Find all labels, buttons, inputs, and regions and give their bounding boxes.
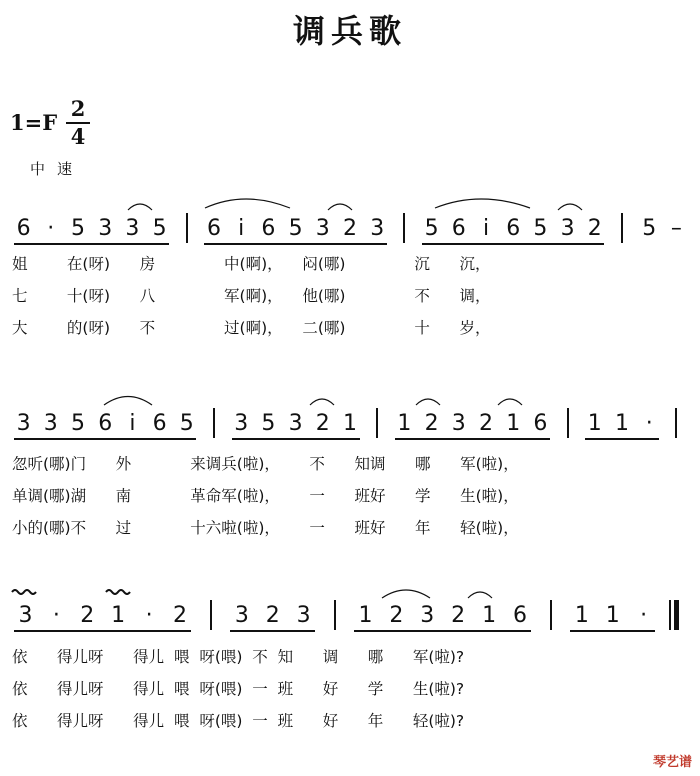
- beam: [14, 243, 169, 245]
- note: 3: [451, 411, 466, 436]
- note: 5: [533, 216, 548, 241]
- time-signature-top: 2: [70, 96, 86, 121]
- note: ·: [145, 603, 153, 628]
- beam: [395, 438, 550, 440]
- note: 3: [288, 411, 303, 436]
- note: 3: [296, 603, 311, 628]
- note: 3: [16, 411, 31, 436]
- note: 6: [261, 216, 276, 241]
- trill-mark: [106, 590, 130, 594]
- note: 6: [513, 603, 527, 628]
- lyric-line: 依 得儿呀 得儿 喂 呀(喂) 一 班 好 学 生(啦)?: [12, 680, 465, 698]
- lyric-line: 依 得儿呀 得儿 喂 呀(喂) 一 班 好 年 轻(啦)?: [12, 712, 465, 730]
- note: 6: [533, 411, 548, 436]
- beam: [230, 630, 315, 632]
- slur: [128, 204, 152, 210]
- slur: [328, 204, 352, 210]
- beam: [204, 243, 386, 245]
- beam: [14, 438, 196, 440]
- slur: [310, 399, 334, 405]
- song-title: 调兵歌: [292, 12, 407, 50]
- lyric-line: 单调(哪)湖 南 革命军(啦)， 一 班好 学 生(啦)，: [12, 487, 519, 505]
- trill-mark: [12, 590, 36, 594]
- barline: [210, 600, 212, 630]
- note: 2: [389, 603, 404, 628]
- note: 1: [358, 603, 373, 628]
- note: 1: [111, 603, 126, 628]
- note: 5: [424, 216, 439, 241]
- slur: [498, 399, 522, 405]
- note: ·: [640, 603, 648, 628]
- note: –: [670, 216, 682, 241]
- note: 5: [152, 216, 167, 241]
- note: 2: [80, 603, 95, 628]
- barline: [567, 408, 569, 438]
- note: ·: [52, 603, 60, 628]
- lyric-line: 姐 在(呀) 房 中(啊)， 闷(哪) 沉 沉，: [12, 255, 491, 273]
- note: 2: [587, 216, 602, 241]
- barline: [403, 213, 405, 243]
- note: 1: [587, 411, 602, 436]
- note: 2: [451, 603, 466, 628]
- time-signature: [66, 97, 90, 149]
- note: 6: [207, 216, 221, 241]
- note: 1: [397, 411, 412, 436]
- note: ·: [47, 216, 55, 241]
- note: 1: [615, 411, 629, 436]
- barline: [675, 408, 677, 438]
- note: 5: [71, 411, 85, 436]
- note: 5: [642, 216, 657, 241]
- note: 3: [98, 216, 113, 241]
- note: 6: [152, 411, 167, 436]
- barline: [550, 600, 552, 630]
- note: 3: [234, 603, 249, 628]
- lyric-line: 大 的(呀) 不 过(啊)， 二(哪) 十 岁，: [12, 319, 491, 337]
- note: 1: [506, 411, 521, 436]
- note: 3: [125, 216, 140, 241]
- note: 5: [288, 216, 303, 241]
- note: 3: [43, 411, 58, 436]
- note: 2: [315, 411, 330, 436]
- note: 2: [479, 411, 493, 436]
- note: i: [238, 216, 245, 241]
- note: 5: [179, 411, 194, 436]
- beam: [422, 243, 604, 245]
- beam: [585, 438, 659, 440]
- time-signature-bottom: 4: [70, 124, 86, 149]
- slur: [468, 592, 492, 598]
- note: 6: [451, 216, 466, 241]
- note: 1: [482, 603, 497, 628]
- beam: [14, 630, 191, 632]
- note: 6: [16, 216, 31, 241]
- note: 2: [424, 411, 439, 436]
- note: 3: [315, 216, 330, 241]
- note: 6: [506, 216, 521, 241]
- note: 2: [265, 603, 280, 628]
- barline: [213, 408, 215, 438]
- note: 3: [18, 603, 33, 628]
- note: i: [482, 216, 490, 241]
- note: 5: [71, 216, 85, 241]
- slur: [558, 204, 582, 210]
- barline: [334, 600, 336, 630]
- key-signature: 1=F: [10, 110, 58, 135]
- note: 5: [261, 411, 276, 436]
- note: 6: [98, 411, 113, 436]
- note: 3: [420, 603, 435, 628]
- beam: [570, 630, 655, 632]
- note: 1: [605, 603, 620, 628]
- lyric-line: 忽听(哪)门 外 来调兵(啦)， 不 知调 哪 军(啦)，: [12, 455, 519, 473]
- note: ·: [645, 411, 653, 436]
- lyric-line: 七 十(呀) 八 军(啊)， 他(哪) 不 调，: [12, 287, 491, 305]
- beam: [354, 630, 531, 632]
- note: 3: [234, 411, 249, 436]
- slur: [205, 199, 290, 208]
- note: 2: [173, 603, 187, 628]
- barline: [621, 213, 623, 243]
- barline: [186, 213, 188, 243]
- note: 1: [574, 603, 589, 628]
- note: 3: [560, 216, 575, 241]
- final-barline-thin: [669, 600, 671, 630]
- site-logo: 琴艺谱: [652, 755, 692, 770]
- slur: [382, 590, 430, 598]
- tempo-marking: 中速: [30, 160, 85, 178]
- barline: [376, 408, 378, 438]
- slur: [435, 199, 530, 208]
- note: 3: [370, 216, 385, 241]
- lyric-line: 依 得儿呀 得儿 喂 呀(喂) 不 知 调 哪 军(啦)?: [12, 648, 465, 666]
- final-barline: [674, 600, 679, 630]
- slur: [416, 399, 440, 405]
- note: i: [129, 411, 136, 436]
- note: 2: [343, 216, 357, 241]
- beam: [232, 438, 360, 440]
- lyric-line: 小的(哪)不 过 十六啦(啦)， 一 班好 年 轻(啦)，: [12, 519, 519, 537]
- slur: [104, 397, 152, 406]
- note: 1: [343, 411, 357, 436]
